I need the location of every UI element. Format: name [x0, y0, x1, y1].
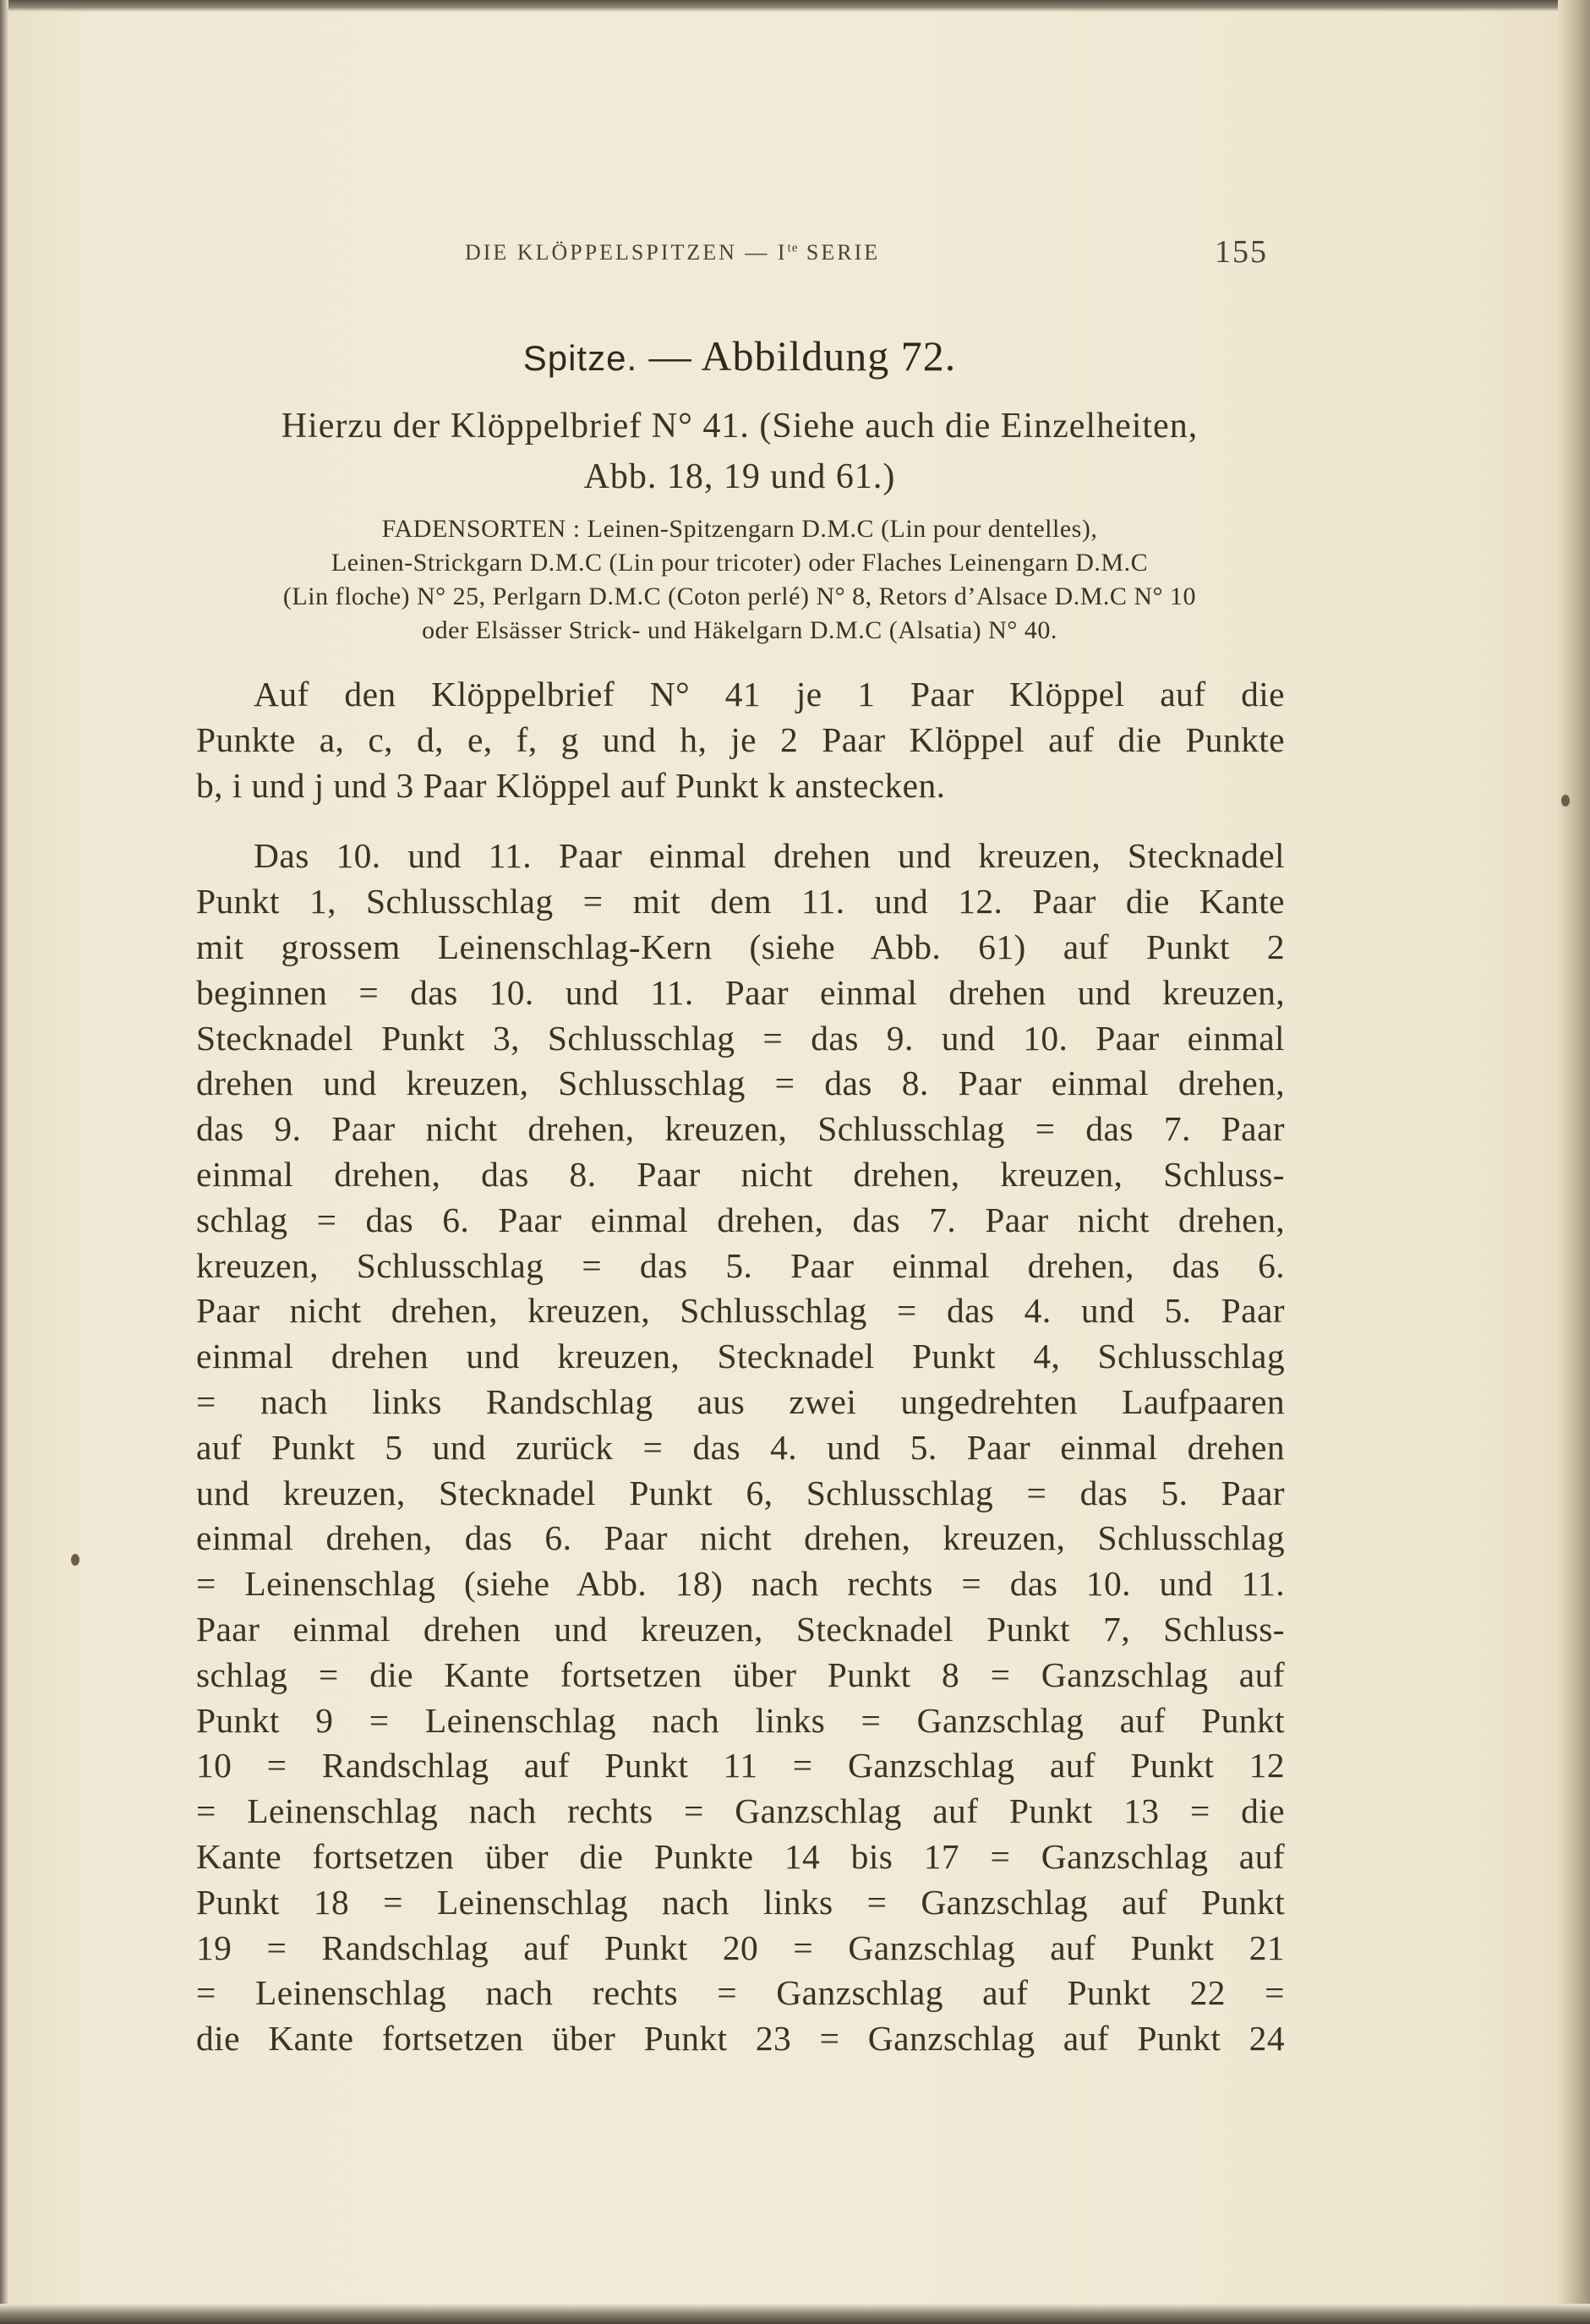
paper-speck	[71, 1554, 79, 1566]
thread-line: (Lin floche) N° 25, Perlgarn D.M.C (Coton perlé) N° 8, Retors d’Alsace D.M.C N° 10	[282, 582, 1197, 610]
text-line: Punkt 9 = Leinenschlag nach links = Ganzschlag auf Punkt	[196, 1700, 1285, 1740]
text-line: auf Punkt 5 und zurück = das 4. und 5. Paar einmal drehen	[196, 1427, 1285, 1467]
text-line: kreuzen, Schlusschlag = das 5. Paar einmal drehen, das 6.	[196, 1245, 1285, 1285]
text-line: Punkt 18 = Leinenschlag nach links = Ganzschlag auf Punkt	[196, 1882, 1285, 1922]
text-line: Das 10. und 11. Paar einmal drehen und kreuzen, Stecknadel	[254, 836, 1285, 876]
title-bold-part: Spitze.	[522, 338, 638, 378]
text-line: Stecknadel Punkt 3, Schlusschlag = das 9. und 10. Paar einmal	[196, 1018, 1285, 1058]
text-line: = Leinenschlag nach rechts = Ganzschlag auf Punkt 13 = die	[196, 1791, 1285, 1831]
text-line: beginnen = das 10. und 11. Paar einmal drehen und kreuzen,	[196, 972, 1285, 1012]
text-line: Paar einmal drehen und kreuzen, Stecknadel Punkt 7, Schluss-	[196, 1609, 1285, 1649]
text-line: Punkt 1, Schlusschlag = mit dem 11. und 12. Paar die Kante	[196, 882, 1285, 921]
running-header	[465, 234, 1268, 281]
page-top-edge	[0, 0, 1590, 12]
text-line: Auf den Klöppelbrief N° 41 je 1 Paar Klöppel auf die	[254, 675, 1285, 714]
text-line: die Kante fortsetzen über Punkt 23 = Ganzschlag auf Punkt 24	[196, 2019, 1285, 2059]
paragraph-gap	[196, 808, 1285, 834]
thread-line: oder Elsässer Strick- und Häkelgarn D.M.C (Alsatia) N° 40.	[422, 616, 1057, 644]
paragraph-setup	[196, 672, 1285, 808]
text-line: und kreuzen, Stecknadel Punkt 6, Schlusschlag = das 5. Paar	[196, 1473, 1285, 1512]
paper-speck	[1561, 795, 1570, 807]
text-line: einmal drehen und kreuzen, Stecknadel Punkt 4, Schlusschlag	[196, 1337, 1285, 1376]
subtitle	[190, 401, 1289, 502]
section-title	[199, 331, 1281, 380]
text-line: = nach links Randschlag aus zwei ungedrehten Laufpaaren	[196, 1381, 1285, 1421]
thread-line: FADENSORTEN : Leinen-Spitzengarn D.M.C (Lin pour dentelles),	[381, 515, 1098, 543]
thread-line: Leinen-Strickgarn D.M.C (Lin pour tricoter) oder Flaches Leinengarn D.M.C	[331, 549, 1149, 577]
text-line: mit grossem Leinenschlag-Kern (siehe Abb. 61) auf Punkt 2	[196, 927, 1285, 966]
text-line: = Leinenschlag nach rechts = Ganzschlag auf Punkt 22 =	[196, 1973, 1285, 2013]
text-line: b, i und j und 3 Paar Klöppel auf Punkt k anstecken.	[196, 765, 946, 805]
text-line: schlag = die Kante fortsetzen über Punkt 8 = Ganzschlag auf	[196, 1654, 1285, 1694]
page-right-edge	[1558, 0, 1590, 2324]
instruction-body	[196, 672, 1285, 2062]
text-line: 10 = Randschlag auf Punkt 11 = Ganzschlag auf Punkt 12	[196, 1746, 1285, 1785]
text-line: = Leinenschlag (siehe Abb. 18) nach rechts = das 10. und 11.	[196, 1564, 1285, 1604]
text-line: einmal drehen, das 6. Paar nicht drehen, kreuzen, Schlusschlag	[196, 1518, 1285, 1558]
text-line: schlag = das 6. Paar einmal drehen, das 7. Paar nicht drehen,	[196, 1200, 1285, 1239]
page-bottom-edge	[0, 2304, 1590, 2324]
running-title: DIE KLÖPPELSPITZEN — $I^{te}$ SERIE	[465, 240, 881, 265]
text-line: Punkte a, c, d, e, f, g und h, je 2 Paar Klöppel auf die Punkte	[196, 719, 1285, 759]
thread-types-note	[194, 512, 1285, 648]
subtitle-line: Hierzu der Klöppelbrief N° 41. (Siehe auch die Einzelheiten,	[281, 407, 1199, 446]
text-line: 19 = Randschlag auf Punkt 20 = Ganzschlag auf Punkt 21	[196, 1928, 1285, 1967]
text-line: einmal drehen, das 8. Paar nicht drehen, kreuzen, Schluss-	[196, 1154, 1285, 1194]
text-line: drehen und kreuzen, Schlusschlag = das 8. Paar einmal drehen,	[196, 1064, 1285, 1103]
paragraph-steps	[196, 834, 1285, 2062]
subtitle-line: Abb. 18, 19 und 61.)	[583, 457, 896, 496]
page-left-edge	[0, 0, 8, 2324]
title-rest: — Abbildung 72.	[637, 332, 957, 380]
text-line: Paar nicht drehen, kreuzen, Schlusschlag = das 4. und 5. Paar	[196, 1291, 1285, 1331]
text-line: Kante fortsetzen über die Punkte 14 bis 17 = Ganzschlag auf	[196, 1836, 1285, 1876]
text-line: das 9. Paar nicht drehen, kreuzen, Schlusschlag = das 7. Paar	[196, 1109, 1285, 1149]
page-number: 155	[1215, 234, 1268, 270]
series-superscript: te	[787, 241, 799, 255]
